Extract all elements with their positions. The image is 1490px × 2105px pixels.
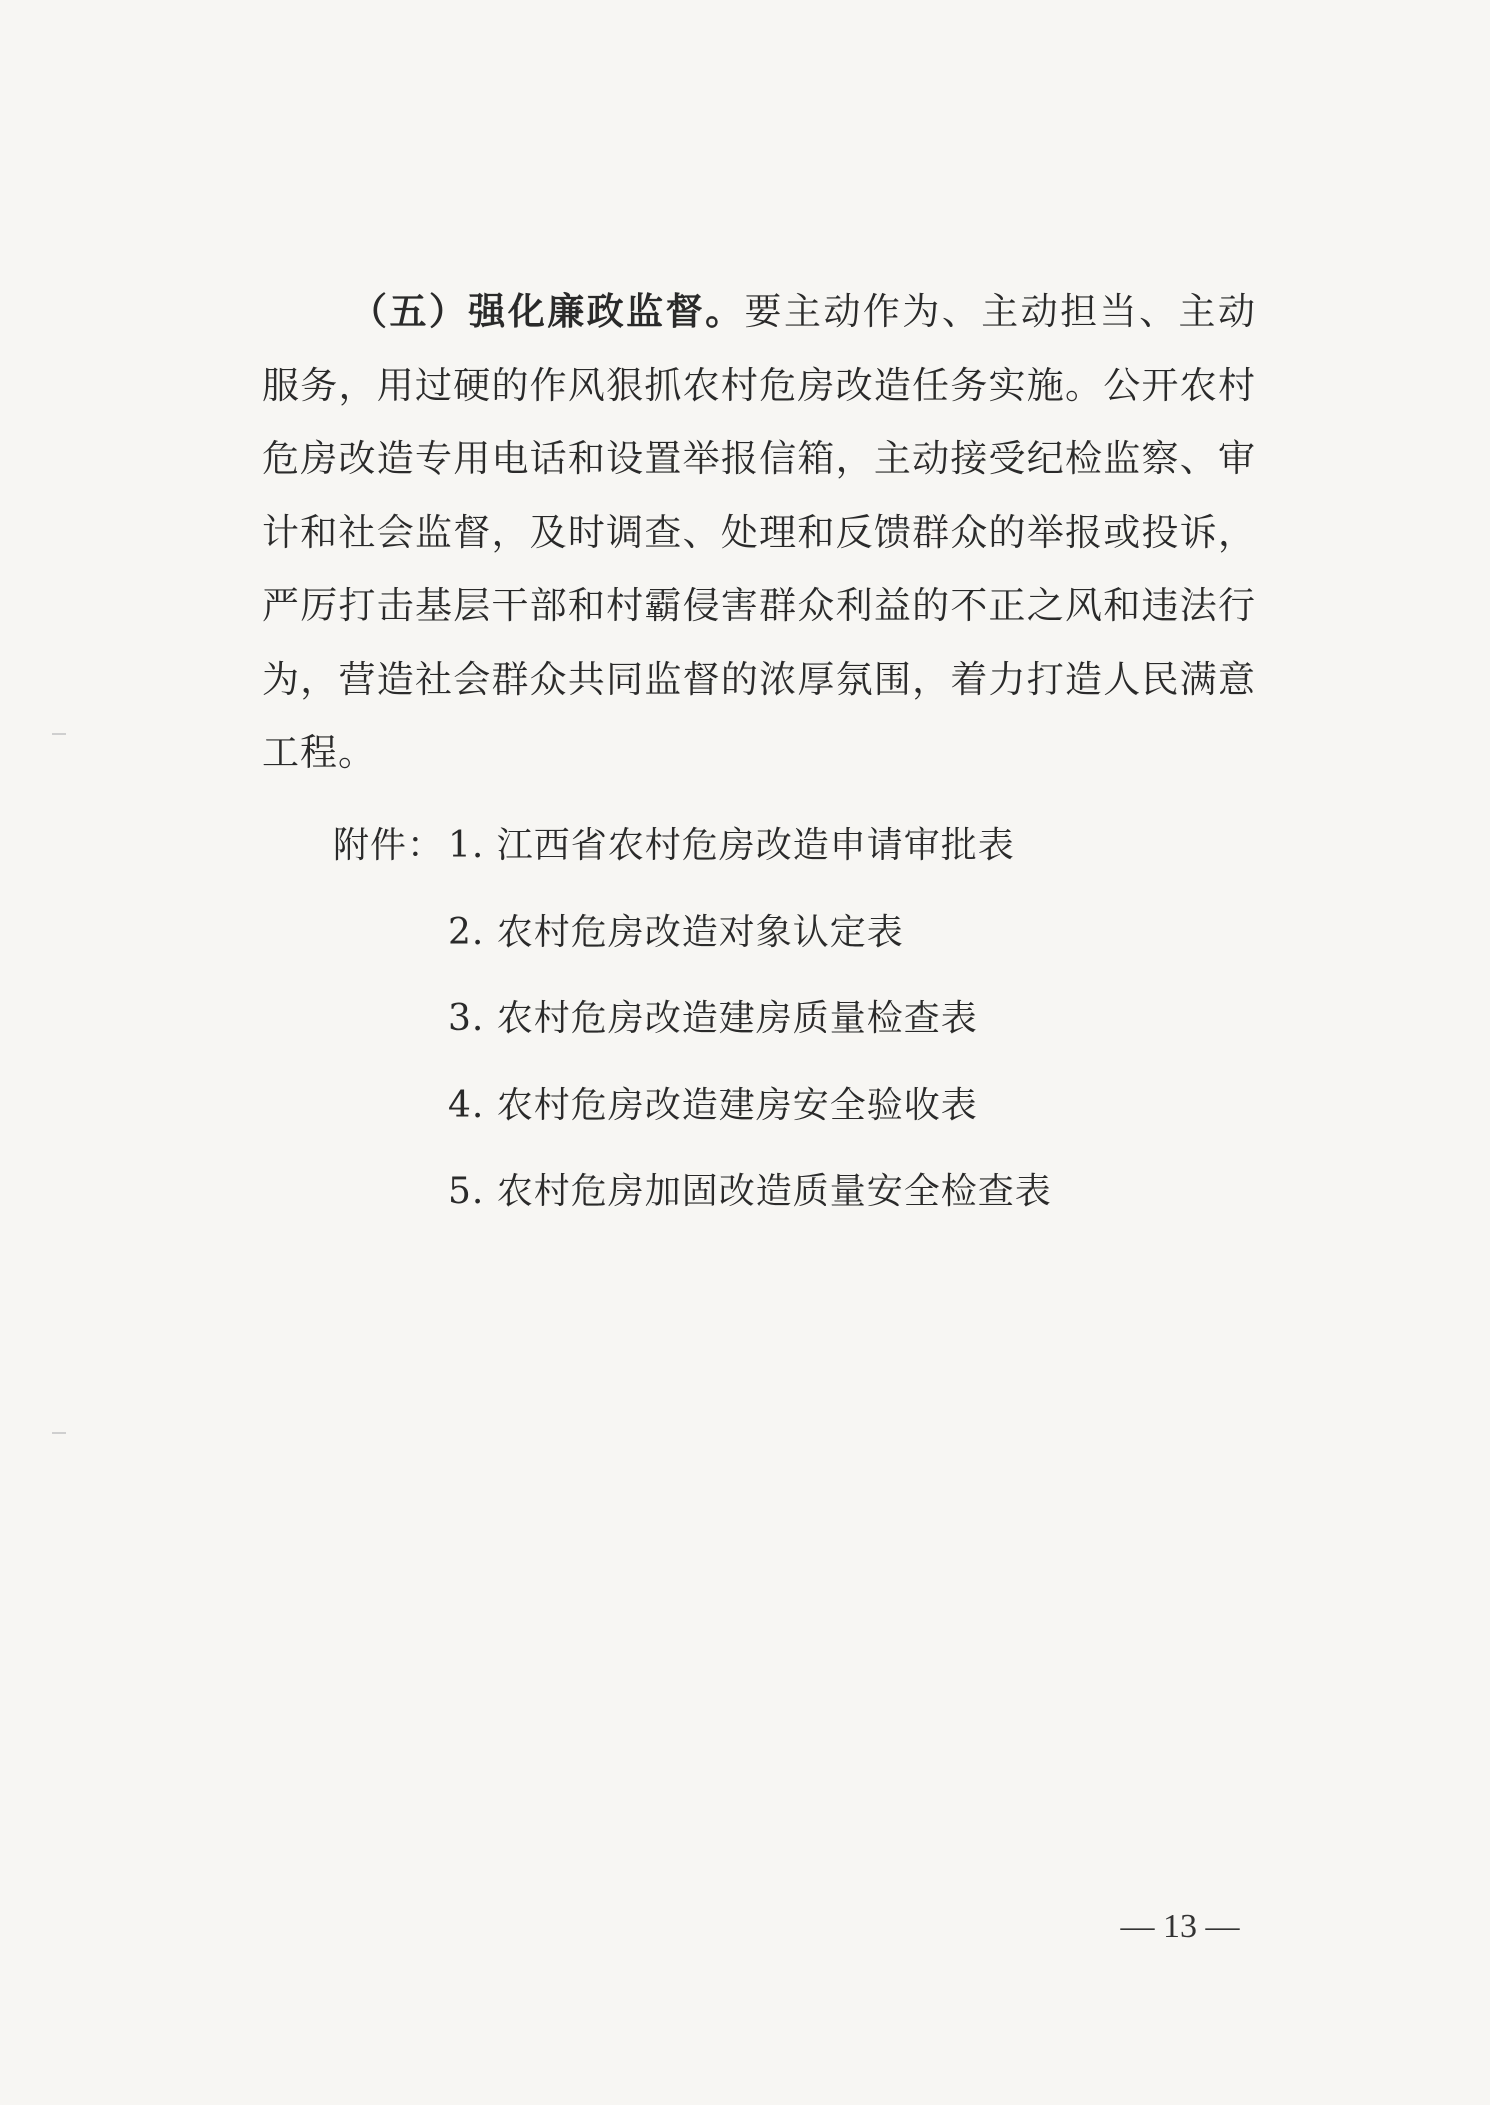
page-number: — 13 — — [1120, 1908, 1240, 1945]
attachment-item: 5. 农村危房加固改造质量安全检查表 — [448, 1171, 1052, 1212]
section-heading: （五）强化廉政监督。 — [350, 290, 745, 333]
attachment-item: 2. 农村危房改造对象认定表 — [448, 911, 904, 953]
paragraph-body: 要主动作为、主动担当、主动服务，用过硬的作风狠抓农村危房改造任务实施。公开农村危房改造专用电话和设置举报信箱，主动接受纪检监察、审计和社会监督，及时调查、处理和反馈群众的举报或投诉，严厉打击基层干部和村霸侵害群众利益的不正之风和违法行为，营造社会群众共同监督的浓厚氛围，着力打造人民满意工程。 — [262, 290, 1257, 774]
supervision-paragraph — [262, 275, 1256, 790]
attachments-list — [448, 816, 1052, 1249]
margin-mark — [52, 733, 66, 735]
attachment-item: 1. 江西省农村危房改造申请审批表 — [448, 825, 1015, 866]
attachments-label: 附件： — [333, 825, 445, 866]
attachment-item: 4. 农村危房改造建房安全验收表 — [448, 1084, 978, 1126]
attachment-item: 3. 农村危房改造建房质量检查表 — [448, 998, 978, 1039]
margin-mark — [52, 1432, 66, 1434]
